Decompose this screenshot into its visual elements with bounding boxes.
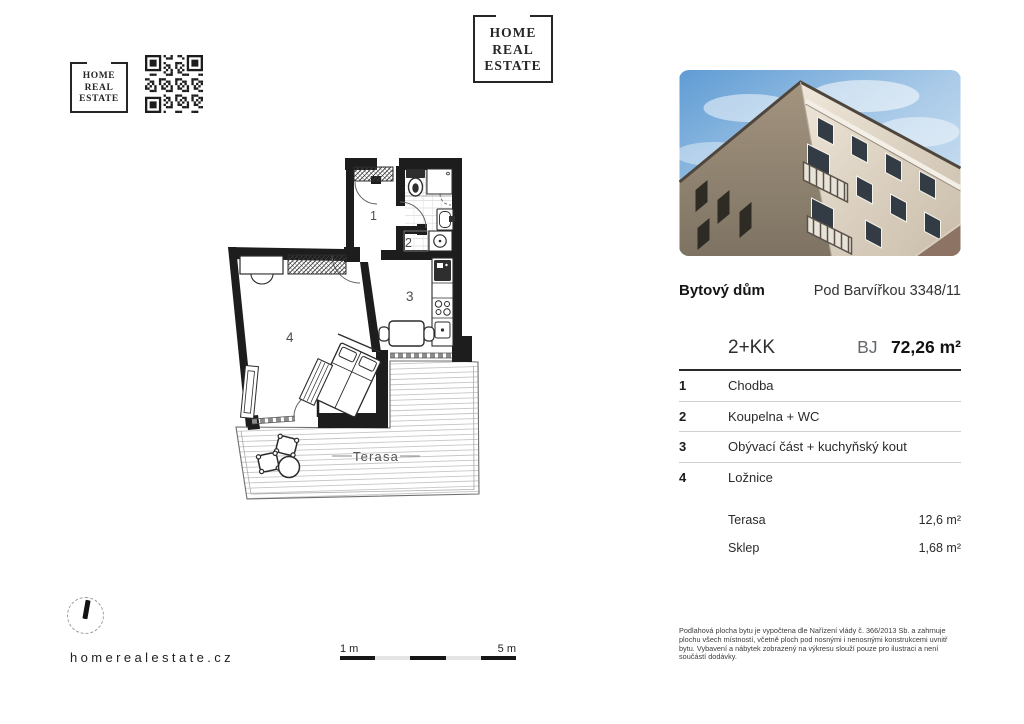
desk-chair <box>251 274 273 284</box>
dining-table <box>379 321 434 346</box>
sink-icon <box>437 209 455 230</box>
terrace-chair <box>256 451 281 474</box>
website-url: homerealestate.cz <box>70 650 235 665</box>
logo-line: HOME <box>82 71 116 81</box>
terrace-chair <box>274 434 299 458</box>
building-photo <box>679 70 961 256</box>
room-row <box>679 402 961 433</box>
room-list <box>679 369 961 492</box>
logo-line: REAL <box>84 82 114 93</box>
room-name: Chodba <box>728 378 774 394</box>
unit-code: BJ <box>857 337 878 357</box>
room-row <box>679 463 961 493</box>
brand-logo-main <box>473 15 553 83</box>
room-number: 4 <box>679 469 687 485</box>
fridge-icon <box>434 260 451 281</box>
layout-label: 2+KK <box>728 337 776 358</box>
room-label-1: 1 <box>370 209 377 223</box>
unit-area <box>857 337 961 358</box>
room-number: 3 <box>679 439 687 455</box>
room-label-4: 4 <box>286 330 294 345</box>
shower-icon <box>427 169 452 194</box>
compass-needle <box>82 600 90 619</box>
kitchen-counter <box>432 258 453 346</box>
logo-line: REAL <box>492 41 534 57</box>
scale-segments <box>340 656 516 660</box>
extra-value: 1,68 m² <box>918 541 961 555</box>
room-number: 1 <box>679 378 687 394</box>
layout-row <box>679 337 961 359</box>
kitchen-sink-icon <box>435 322 450 338</box>
room-name: Ložnice <box>728 469 773 485</box>
extra-row <box>679 534 961 562</box>
address-row <box>679 282 961 299</box>
room-row <box>679 432 961 463</box>
extra-name: Terasa <box>728 513 766 527</box>
terrace-label: Terasa <box>352 449 400 464</box>
room-label-3: 3 <box>406 289 414 304</box>
qr-code-icon <box>145 55 203 113</box>
logo-line: HOME <box>489 25 537 40</box>
scale-start-label: 1 m <box>340 643 359 655</box>
room-row <box>679 371 961 402</box>
total-area: 72,26 m² <box>890 337 961 357</box>
washing-machine-icon <box>429 231 452 251</box>
extra-row <box>679 506 961 534</box>
scale-bar <box>340 643 516 660</box>
extra-name: Sklep <box>728 541 760 555</box>
logo-border-gap <box>87 60 111 66</box>
room-number: 2 <box>679 408 687 424</box>
scale-end-label: 5 m <box>497 643 516 655</box>
logo-line: ESTATE <box>79 94 119 104</box>
terrace-table <box>279 457 300 478</box>
extras-list <box>679 506 961 562</box>
room-name: Obývací část + kuchyňský kout <box>728 439 907 455</box>
street-address: Pod Barvířkou 3348/11 <box>813 283 961 299</box>
logo-line: ESTATE <box>484 58 542 73</box>
brand-logo-small <box>70 62 128 113</box>
property-panel <box>679 282 961 562</box>
north-compass-icon <box>67 597 104 634</box>
desk <box>240 256 283 284</box>
logo-border-gap <box>496 13 529 19</box>
toilet-icon <box>406 169 425 196</box>
scale-labels <box>340 643 516 655</box>
dining-chair <box>424 327 434 341</box>
room-name: Koupelna + WC <box>728 408 820 424</box>
extra-value: 12,6 m² <box>918 513 961 527</box>
hall-wardrobe <box>354 167 393 181</box>
bedroom-wardrobe <box>288 255 346 274</box>
room-label-2: 2 <box>405 236 412 250</box>
legal-disclaimer: Podlahová plocha bytu je vypočtena dle Nařízení vlády č. 366/2013 Sb. a zahrnuje plochu všech místností, včetně ploch pod nosnými i nenosnými konstrukcemi uvnitř bytu. Vybavení a nábytek zobrazený na výkresu slouží pouze pro ilustraci a není součástí dodávky. <box>679 626 948 662</box>
building-photo-art <box>679 70 961 256</box>
building-type-label: Bytový dům <box>679 282 765 299</box>
floorplan <box>195 130 505 540</box>
dining-chair <box>379 327 389 341</box>
